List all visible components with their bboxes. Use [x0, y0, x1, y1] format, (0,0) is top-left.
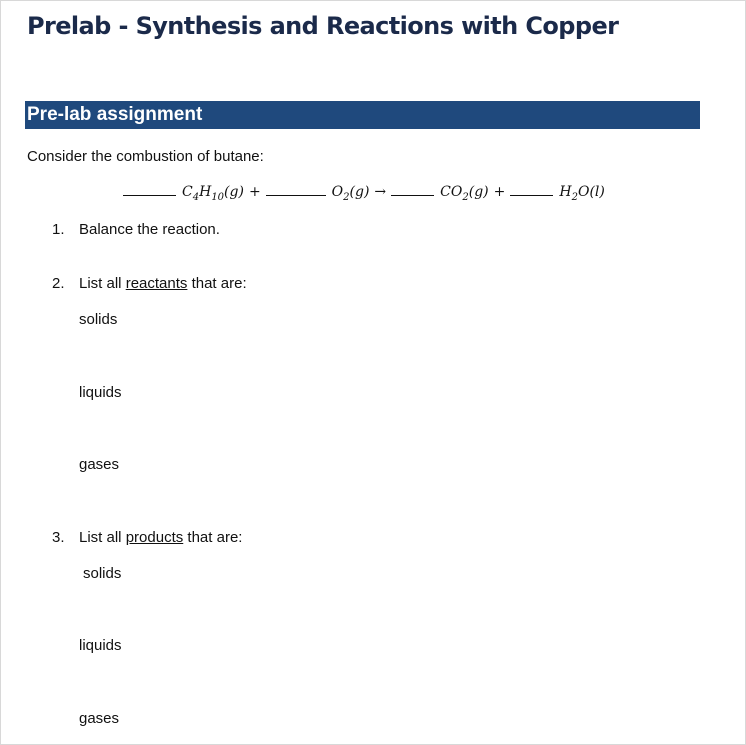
- chemical-equation: [123, 183, 610, 205]
- q3-liquids-label: liquids: [79, 637, 122, 654]
- q2-solids-label: solids: [79, 311, 118, 328]
- species-butane: $C_4H_{10}(g)$: [182, 184, 244, 203]
- species-oxygen: $O_2(g)$: [331, 184, 370, 203]
- section-heading: Pre-lab assignment: [27, 104, 203, 125]
- question-2-text: [79, 275, 247, 292]
- q3-prefix: List all: [79, 529, 122, 546]
- q2-prefix: List all: [79, 275, 122, 292]
- q3-gases-label: gases: [79, 710, 120, 727]
- section-header-bar: [25, 101, 700, 129]
- q2-suffix: that are:: [191, 275, 247, 292]
- question-1-number: 1.: [52, 221, 65, 238]
- page-title: Prelab - Synthesis and Reactions with Copper: [27, 12, 619, 40]
- q2-gases-label: gases: [79, 456, 120, 473]
- reaction-arrow: →: [374, 184, 387, 200]
- q3-suffix: that are:: [187, 529, 243, 546]
- coefficient-blank-butane[interactable]: [123, 183, 176, 196]
- species-carbon-dioxide: $CO_2(g)$: [440, 184, 489, 203]
- coefficient-blank-water[interactable]: [510, 183, 553, 196]
- question-3-number: 3.: [52, 529, 65, 546]
- question-2-number: 2.: [52, 275, 65, 292]
- plus-sign: +: [493, 184, 506, 200]
- q3-solids-label: solids: [83, 565, 122, 582]
- coefficient-blank-oxygen[interactable]: [266, 183, 326, 196]
- q2-liquids-label: liquids: [79, 384, 122, 401]
- q2-keyword-reactants: reactants: [125, 275, 188, 292]
- intro-text: Consider the combustion of butane:: [27, 148, 264, 165]
- question-1-text: Balance the reaction.: [79, 221, 220, 238]
- coefficient-blank-co2[interactable]: [391, 183, 434, 196]
- plus-sign: +: [248, 184, 261, 200]
- species-water: $H_2O(l)$: [559, 184, 605, 203]
- q3-keyword-products: products: [125, 529, 184, 546]
- question-3-text: [79, 529, 242, 546]
